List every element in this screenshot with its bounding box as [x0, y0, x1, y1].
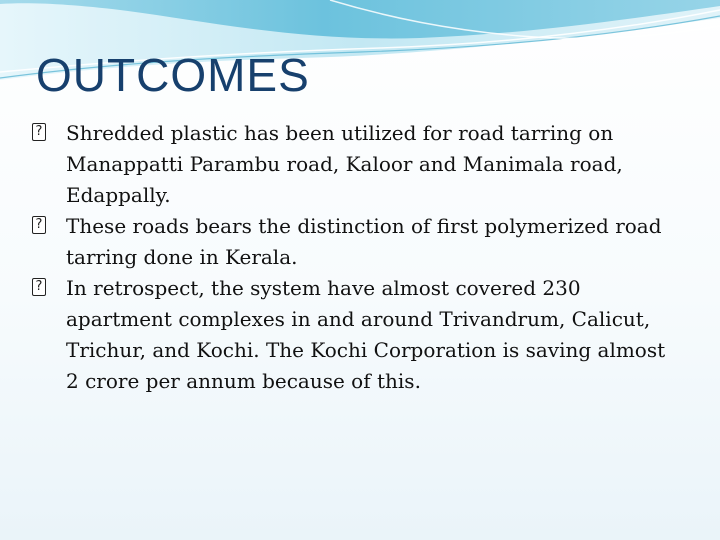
bullet-text: Shredded plastic has been utilized for road tarring on Manappatti Parambu road, Kaloor and Manimala road, Edappally.	[66, 121, 623, 207]
bullet-item	[32, 273, 682, 397]
bullet-item	[32, 118, 682, 211]
bullet-item	[32, 211, 682, 273]
missing-glyph-bullet-icon: ?	[32, 123, 46, 141]
missing-glyph-bullet-icon: ?	[32, 216, 46, 234]
slide-title: OUTCOMES	[36, 49, 310, 101]
bullet-text: In retrospect, the system have almost covered 230 apartment complexes in and around Trivandrum, Calicut, Trichur, and Kochi. The Kochi Corporation is saving almost 2 crore per annum because of this.	[66, 276, 666, 393]
missing-glyph-bullet-icon: ?	[32, 278, 46, 296]
bullet-text: These roads bears the distinction of first polymerized road tarring done in Kerala.	[66, 214, 662, 269]
bullet-list	[32, 118, 682, 397]
